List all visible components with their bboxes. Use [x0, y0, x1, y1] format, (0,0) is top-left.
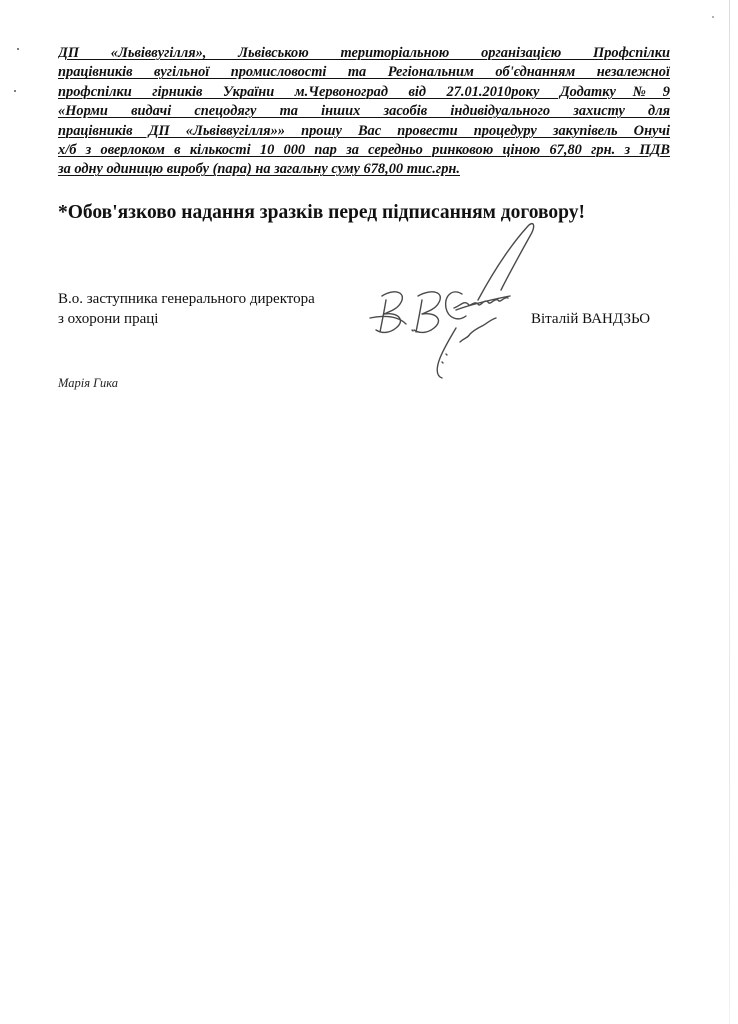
letter-line: профспілки гірників України м.Червоноград від 27.01.2010року Додатку№9	[58, 83, 670, 100]
samples-notice: *Обов'язково надання зразків перед підписанням договору!	[58, 202, 586, 223]
letter-line: «Норми видачі спецодягу та інших засобів індивідуального захисту для	[58, 103, 670, 120]
signatory-position-line2: з охорони праці	[58, 311, 159, 327]
handwritten-signature	[360, 212, 540, 387]
scan-edge	[729, 0, 730, 1024]
signatory-position-line1: В.о. заступника генерального директора	[58, 291, 315, 307]
letter-line-last: за одну одиницю виробу (пара) на загальну суму 678,00 тис.грн.	[58, 161, 460, 178]
letter-line: працівників вугільної промисловості та Регіональним об'єднанням незалежної	[58, 64, 670, 81]
letter-line: працівників ДП «Львіввугілля»» прошу Вас провести процедуру закупівель Онучі	[58, 122, 670, 139]
signatory-position	[58, 289, 315, 329]
signatory-name: Віталій ВАНДЗЬО	[531, 311, 651, 327]
letter-line: х/б з оверлоком в кількості 10 000 пар за середньо ринковою ціною 67,80 грн. з ПДВ	[58, 141, 670, 158]
executor-name: Марія Гика	[58, 376, 119, 390]
letter-body	[58, 44, 670, 180]
letter-line: ДП «Львіввугілля», Львівською територіальною організацією Профспілки	[58, 45, 670, 61]
